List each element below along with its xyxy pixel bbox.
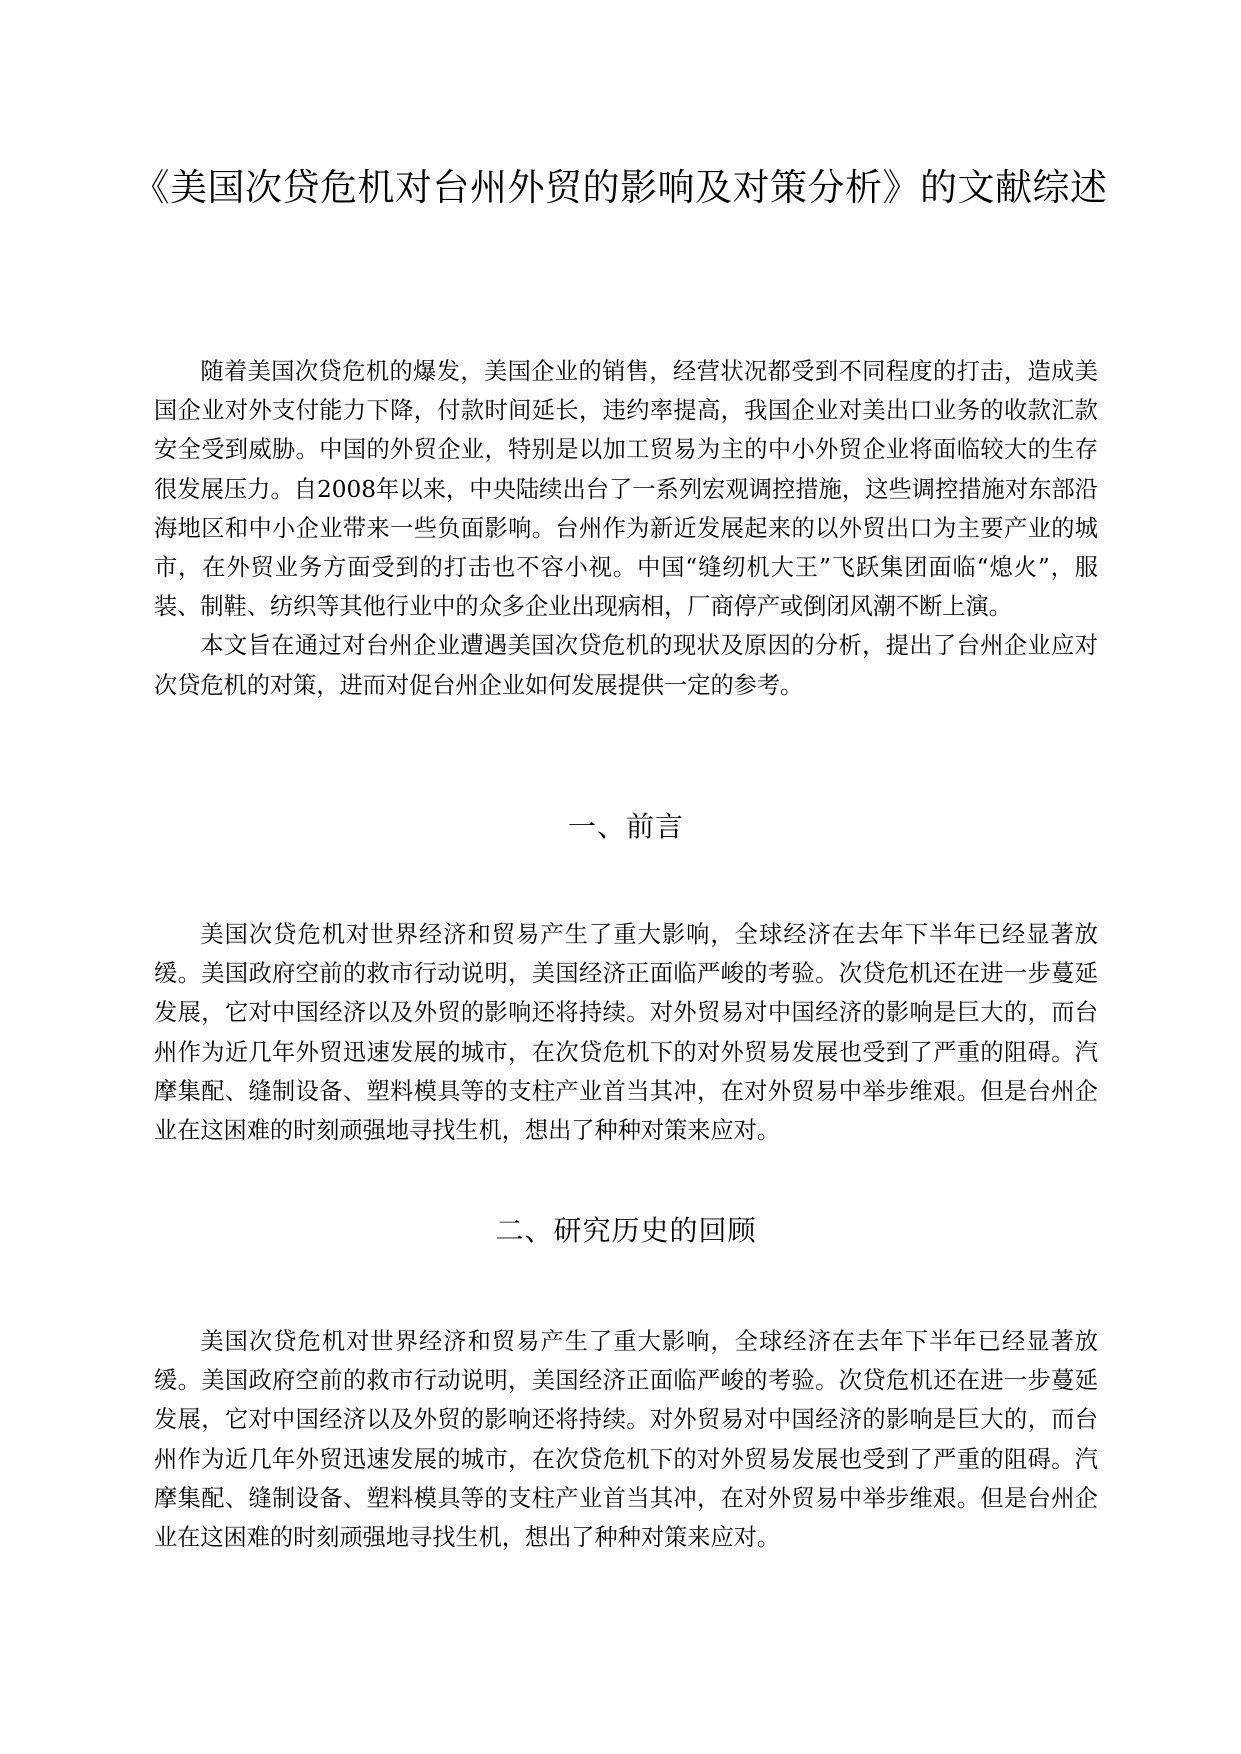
section-heading-preface: 一、前言 [567, 810, 684, 843]
document-title: 《美国次贷危机对台州外贸的影响及对策分析》的文献综述 [132, 166, 1108, 209]
intro-paragraph-1: 随着美国次贷危机的爆发，美国企业的销售，经营状况都受到不同程度的打击，造成美国企业对外支付能力下降，付款时间延长，违约率提高，我国企业对美出口业务的收款汇款安全受到威胁。中国的外贸企业，特别是以加工贸易为主的中小外贸企业将面临较大的生存很发展压力。自2008年以来，中央陆续出台了一系列宏观调控措施，这些调控措施对东部沿海地区和中小企业带来一些负面影响。台州作为新近发展起来的以外贸出口为主要产业的城市，在外贸业务方面受到的打击也不容小视。中国“缝纫机大王”飞跃集团面临“熄火”，服装、制鞋、纺织等其他行业中的众多企业出现病相，厂商停产或倒闭风潮不断上演。 [154, 358, 1098, 621]
intro-paragraph-2: 本文旨在通过对台州企业遭遇美国次贷危机的现状及原因的分析，提出了台州企业应对次贷危机的对策，进而对促台州企业如何发展提供一定的参考。 [154, 632, 1098, 699]
research-history-paragraph: 美国次贷危机对世界经济和贸易产生了重大影响，全球经济在去年下半年已经显著放缓。美国政府空前的救市行动说明，美国经济正面临严峻的考验。次贷危机还在进一步蔓延发展，它对中国经济以及外贸的影响还将持续。对外贸易对中国经济的影响是巨大的，而台州作为近几年外贸迅速发展的城市，在次贷危机下的对外贸易发展也受到了严重的阻碍。汽摩集配、缝制设备、塑料模具等的支柱产业首当其冲，在对外贸易中举步维艰。但是台州企业在这困难的时刻顽强地寻找生机，想出了种种对策来应对。 [154, 1328, 1098, 1552]
research-history-section [154, 1322, 1098, 1557]
preface-section [154, 915, 1098, 1150]
preface-paragraph: 美国次贷危机对世界经济和贸易产生了重大影响，全球经济在去年下半年已经显著放缓。美国政府空前的救市行动说明，美国经济正面临严峻的考验。次贷危机还在进一步蔓延发展，它对中国经济以及外贸的影响还将持续。对外贸易对中国经济的影响是巨大的，而台州作为近几年外贸迅速发展的城市，在次贷危机下的对外贸易发展也受到了严重的阻碍。汽摩集配、缝制设备、塑料模具等的支柱产业首当其冲，在对外贸易中举步维艰。但是台州企业在这困难的时刻顽强地寻找生机，想出了种种对策来应对。 [154, 921, 1098, 1145]
intro-section [154, 352, 1098, 705]
section-heading-research-history: 二、研究历史的回顾 [495, 1214, 757, 1247]
